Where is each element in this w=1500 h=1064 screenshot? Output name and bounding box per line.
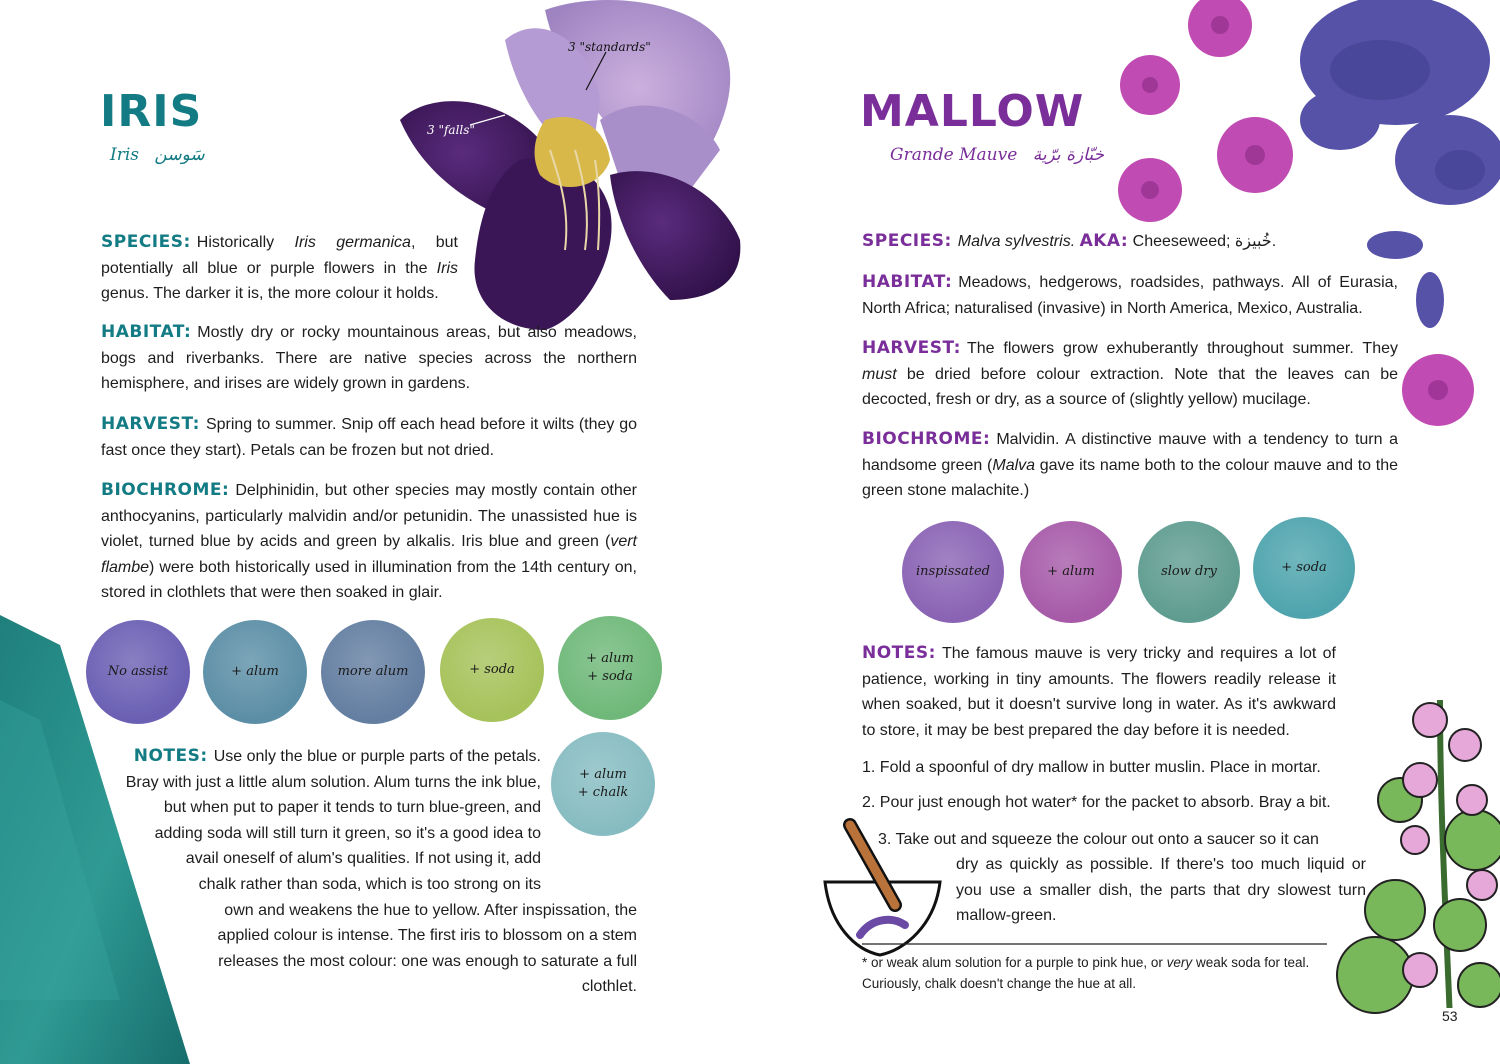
mallow-swatch-slow-dry: slow dry <box>1138 521 1240 623</box>
iris-standards-annotation: 3 "standards" <box>568 40 651 54</box>
mallow-subtitle <box>890 145 1104 165</box>
harvest-label: HARVEST: <box>862 338 961 358</box>
mallow-subtitle-arabic: خبّازة برّية <box>1032 145 1104 165</box>
iris-biochrome: BIOCHROME: Delphinidin, but other species may mostly contain other anthocyanins, particularly malvidin and/or petunidin. The unassisted hue is violet, turned blue by acids and green by alkalis. Iris blue and green (vert flambe) were both historically used in illumination from the 14th century on, stored in clothlets that were then soaked in glair. <box>101 480 637 602</box>
iris-swatch-no-assist: No assist <box>86 620 190 724</box>
mallow-step-2: 2. Pour just enough hot water* for the packet to absorb. Bray a bit. <box>862 794 1331 811</box>
mallow-subtitle-latin: Grande Mauve <box>890 145 1018 165</box>
iris-species: SPECIES: Historically Iris germanica, but potentially all blue or purple flowers in the Iris genus. The darker it is, the more colour it holds. <box>101 232 459 303</box>
mallow-habitat: HABITAT: Meadows, hedgerows, roadsides, pathways. All of Eurasia, North Africa; naturalised (invasive) in North America, Mexico, Australia. <box>862 272 1398 317</box>
iris-swatch-alum: + alum <box>203 620 307 724</box>
iris-swatch-alum-chalk: + alum + chalk <box>551 732 655 836</box>
biochrome-label: BIOCHROME: <box>101 480 230 500</box>
biochrome-label: BIOCHROME: <box>862 429 991 449</box>
iris-swatch-soda: + soda <box>440 618 544 722</box>
notes-float-spacer <box>541 744 637 872</box>
iris-swatch-more-alum: more alum <box>321 620 425 724</box>
notes-label: NOTES: <box>862 643 936 663</box>
mallow-harvest: HARVEST: The flowers grow exhuberantly throughout summer. They must be dried before colour extraction. Note that the leaves can be decocted, fresh or dry, as a source of (slightly yellow) mucilage. <box>862 338 1398 409</box>
mallow-footnote: * or weak alum solution for a purple to pink hue, or very weak soda for teal. Curiously, chalk doesn't change the hue at all. <box>862 955 1310 991</box>
aka-label: AKA: <box>1079 231 1129 251</box>
notes-label: NOTES: <box>133 746 208 766</box>
mallow-swatch-inspissated: inspissated <box>902 521 1004 623</box>
iris-subtitle <box>110 145 205 165</box>
mallow-swatch-soda: + soda <box>1253 517 1355 619</box>
mallow-notes: NOTES: The famous mauve is very tricky and requires a lot of patience, working in tiny amounts. The flowers readily release it when soaked, but it doesn't survive long in water. As it's awkward to store, it may be best prepared the day before it is needed. <box>862 643 1336 739</box>
mallow-step-3-continued: dry as quickly as possible. If there's too much liquid or you use a smaller dish, the parts that dry slowest turn mallow-green. <box>956 856 1366 925</box>
mallow-biochrome: BIOCHROME: Malvidin. A distinctive mauve with a tendency to turn a handsome green (Malva gave its name both to the colour mauve and to the green stone malachite.) <box>862 429 1398 500</box>
species-label: SPECIES: <box>862 231 952 251</box>
species-label: SPECIES: <box>101 232 191 252</box>
mallow-step-1: 1. Fold a spoonful of dry mallow in butter muslin. Place in mortar. <box>862 759 1321 776</box>
iris-falls-annotation: 3 "falls" <box>427 123 475 137</box>
iris-notes: NOTES: Use only the blue or purple parts of the petals. Bray with just a little alum solution. Alum turns the ink blue, but when put to paper it tends to turn blue-green, and adding soda will still turn it green, so it's a good idea to avail oneself of alum's qualities. If not using it, add chalk rather than soda, which is too strong on its own and weakens the hue to yellow. After inspissation, the applied colour is intense. The first iris to blossom on a stem releases the most colour: one was enough to saturate a full clothlet. <box>125 746 637 996</box>
iris-swatch-alum-soda: + alum + soda <box>558 616 662 720</box>
iris-habitat: HABITAT: Mostly dry or rocky mountainous areas, but also meadows, bogs and riverbanks. There are native species across the northern hemisphere, and irises are widely grown in gardens. <box>101 322 637 393</box>
iris-subtitle-latin: Iris <box>110 145 140 165</box>
iris-harvest: HARVEST: Spring to summer. Snip off each head before it wilts (they go fast once they start). Petals can be frozen but not dried. <box>101 414 637 459</box>
mallow-species: SPECIES: Malva sylvestris. AKA: Cheeseweed; خُبيزة. <box>862 231 1277 251</box>
iris-subtitle-arabic: سَوسن <box>154 145 205 165</box>
mallow-title: MALLOW <box>860 86 1085 137</box>
page-number: 53 <box>1442 1008 1458 1024</box>
mallow-step-3: 3. Take out and squeeze the colour out onto a saucer so it can <box>878 831 1319 848</box>
habitat-label: HABITAT: <box>101 322 192 342</box>
harvest-label: HARVEST: <box>101 414 200 434</box>
iris-title: IRIS <box>100 86 203 137</box>
mallow-swatch-alum: + alum <box>1020 521 1122 623</box>
habitat-label: HABITAT: <box>862 272 953 292</box>
